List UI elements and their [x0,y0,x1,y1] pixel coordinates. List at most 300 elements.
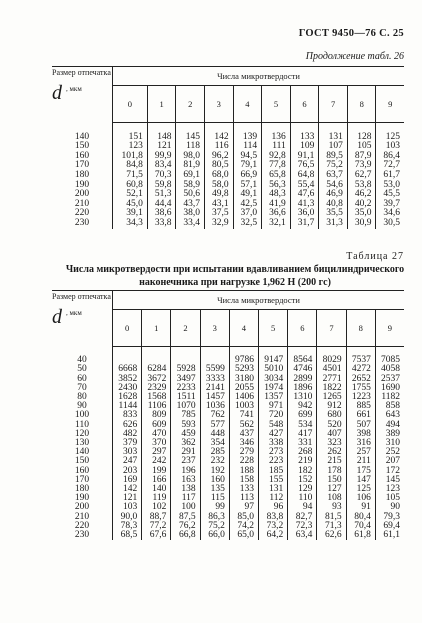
table-cell: 91 [346,503,375,512]
table-cell: 36,0 [290,209,319,219]
table-cell: 237 [171,457,200,466]
table-row [52,393,404,402]
table-cell: 331 [288,439,317,448]
table-cell: 83,4 [147,161,176,171]
table-cell: 42,5 [233,200,262,210]
spacer-cell [200,347,229,357]
diameter-symbol: d [52,82,62,104]
table-row [52,531,404,540]
row-label: 110 [52,421,113,430]
spacer-cell [113,347,142,357]
table-cell: 1628 [113,393,142,402]
table-cell: 310 [385,438,400,449]
table-cell: 54,6 [319,181,348,191]
table-cell: 1036 [200,402,229,411]
table-cell: 145 [176,133,205,143]
table-cell: 34,6 [383,208,400,219]
table-cell: 110 [288,494,317,503]
table-cell: 354 [200,439,229,448]
table-cell: 66,8 [171,531,200,540]
table-cell: 140 [142,485,171,494]
table-27-caption: Числа микротвердости при испытании вдавливанием бицилиндрического наконечника при нагрузке 1,962 Н (200 гс) [65,264,405,288]
table-cell: 61,1 [383,530,400,541]
column-header: 0 [113,310,142,347]
table-cell: 407 [317,430,346,439]
spacer-cell [142,347,171,357]
table-cell: 151 [113,133,148,143]
table-cell: 809 [142,411,171,420]
table-cell: 148 [147,133,176,143]
table-cell: 57,1 [233,181,262,191]
table-cell: 215 [317,457,346,466]
table-cell: 297 [142,448,171,457]
table-cell: 96,2 [205,152,234,162]
table-cell: 71,3 [317,522,346,531]
table-cell: 64,8 [290,171,319,181]
table-cell: 196 [171,467,200,476]
table-cell: 203 [113,467,142,476]
table-cell: 160 [200,476,229,485]
table-cell: 94 [288,503,317,512]
table-cell: 427 [259,430,288,439]
table-cell: 113 [229,494,258,503]
table-cell: 43,1 [205,200,234,210]
table-cell: 76,5 [290,161,319,171]
table-cell: 4746 [288,365,317,374]
table-cell: 125 [385,131,400,142]
table-cell: 79,1 [233,161,262,171]
microhardness-table-26 [52,66,404,229]
table-cell: 35,0 [347,209,376,219]
table-cell: 1406 [229,393,258,402]
row-label: 200 [52,503,113,512]
table-cell: 69,1 [176,171,205,181]
table-cell: 85,0 [229,513,258,522]
table-cell: 67,6 [142,531,171,540]
table-cell: 398 [346,430,375,439]
table-cell: 219 [288,457,317,466]
table-cell: 2430 [113,384,142,393]
table-cell: 2899 [288,375,317,384]
table-cell: 136 [262,133,291,143]
table-cell: 33,8 [147,219,176,229]
row-label: 90 [52,402,113,411]
table-cell: 459 [171,430,200,439]
table-cell: 4501 [317,365,346,374]
table-cell: 8029 [317,356,346,365]
table-cell: 482 [113,430,142,439]
table-cell: 2537 [381,373,400,384]
table-row [52,494,404,503]
table-cell: 72,7 [383,160,400,171]
microhardness-table-27 [52,290,404,540]
size-unit: , мкм [66,85,82,93]
column-header: 4 [233,86,262,123]
column-header: 6 [288,310,317,347]
row-label: 150 [52,457,113,466]
table-cell: 121 [147,142,176,152]
table-cell: 79,3 [383,511,400,522]
table-cell: 720 [259,411,288,420]
table-cell: 101,8 [113,152,148,162]
table-cell: 192 [200,467,229,476]
table-cell: 70,3 [147,171,176,181]
row-label: 180 [52,485,113,494]
table-cell: 68,0 [205,171,234,181]
table-row [52,402,404,411]
table-cell: 92,8 [262,152,291,162]
row-label: 170 [52,161,113,171]
table-cell: 346 [229,439,258,448]
table-body [52,347,404,541]
table-cell: 147 [346,476,375,485]
table-cell: 30,9 [347,219,376,229]
row-label: 190 [52,494,113,503]
table-cell: 61,7 [383,169,400,180]
table-cell: 228 [229,457,258,466]
table-cell: 285 [200,448,229,457]
table-cell: 49,1 [233,190,262,200]
table-cell: 102 [142,503,171,512]
table-cell: 3333 [200,375,229,384]
table-cell: 142 [205,133,234,143]
table-cell: 242 [142,457,171,466]
row-label: 210 [52,200,113,210]
table-cell: 5293 [229,365,258,374]
table-cell: 99 [200,503,229,512]
table-cell: 80,4 [346,513,375,522]
table-cell: 48,3 [262,190,291,200]
table-cell: 108 [317,494,346,503]
table-cell: 72,3 [288,522,317,531]
row-label: 200 [52,190,113,200]
row-label: 150 [52,142,113,152]
table-cell: 66,0 [200,531,229,540]
table-cell: 158 [229,476,258,485]
table-cell: 139 [233,133,262,143]
table-cell: 105 [347,142,376,152]
row-label: 220 [52,522,113,531]
table-cell: 103 [113,503,142,512]
table-cell: 131 [259,485,288,494]
table-cell: 94,5 [233,152,262,162]
table-cell: 785 [171,411,200,420]
table-cell: 32,5 [233,219,262,229]
table-cell: 3672 [142,375,171,384]
table-cell: 86,4 [383,150,400,161]
table-cell: 107 [319,142,348,152]
table-cell: 448 [200,430,229,439]
column-header: 2 [171,310,200,347]
table-cell: 127 [317,485,346,494]
table-cell: 128 [347,133,376,143]
table-cell: 699 [288,411,317,420]
table-cell: 1182 [381,392,400,402]
table-row [52,457,404,466]
table-cell: 680 [317,411,346,420]
table-cell: 49,8 [205,190,234,200]
column-header: 6 [290,86,319,123]
table-body [52,123,404,229]
table-cell: 34,3 [113,219,148,229]
table-cell: 232 [200,457,229,466]
table-cell: 8564 [288,356,317,365]
table-cell: 63,7 [319,171,348,181]
table-cell: 163 [171,476,200,485]
table-cell: 262 [317,448,346,457]
table-cell: 5928 [171,365,200,374]
table-cell: 115 [200,494,229,503]
table-cell: 7085 [381,355,400,366]
table-cell: 43,7 [176,200,205,210]
row-label: 140 [52,448,113,457]
table-cell: 125 [346,485,375,494]
table-cell: 626 [113,421,142,430]
row-label: 160 [52,467,113,476]
table-cell: 1457 [200,393,229,402]
table-cell: 69,4 [383,520,400,531]
table-cell: 3034 [259,375,288,384]
table-cell: 55,4 [290,181,319,191]
table-cell: 370 [142,439,171,448]
table-cell: 62,7 [347,171,376,181]
row-label: 50 [52,365,113,374]
column-header: 7 [317,310,346,347]
table-cell: 223 [259,457,288,466]
row-label: 160 [52,152,113,162]
table-cell: 833 [113,411,142,420]
table-cell: 45,0 [113,200,148,210]
column-header: 7 [319,86,348,123]
table-cell: 912 [317,402,346,411]
table-cell: 247 [113,457,142,466]
table-cell: 4058 [381,364,400,375]
table-cell: 279 [229,448,258,457]
table-cell: 37,0 [233,209,262,219]
table-cell: 46,9 [319,190,348,200]
table-cell: 88,7 [142,513,171,522]
table-cell: 1974 [259,384,288,393]
table-cell: 38,6 [147,209,176,219]
table-cell: 131 [319,133,348,143]
table-cell: 150 [317,476,346,485]
table-cell: 35,5 [319,209,348,219]
table-cell: 56,3 [262,181,291,191]
table-cell: 470 [142,430,171,439]
table-cell: 96 [259,503,288,512]
table-cell: 188 [229,467,258,476]
table-cell: 71,5 [113,171,148,181]
table-cell: 273 [259,448,288,457]
table-cell: 53,8 [347,181,376,191]
table-cell: 103 [385,141,400,152]
table-cell: 291 [171,448,200,457]
table-cell: 32,1 [262,219,291,229]
table-cell: 548 [259,421,288,430]
table-cell: 32,9 [205,219,234,229]
table-cell: 2329 [142,384,171,393]
table-cell: 762 [200,411,229,420]
table-cell: 51,3 [147,190,176,200]
table-cell: 129 [288,485,317,494]
table-cell: 182 [288,467,317,476]
table-cell: 116 [205,142,234,152]
table-cell: 41,3 [290,200,319,210]
column-header: 9 [375,310,404,347]
row-label: 100 [52,411,113,420]
table-cell: 78,3 [113,522,142,531]
table-cell: 133 [229,485,258,494]
column-header: 2 [176,86,205,123]
table-cell: 31,7 [290,219,319,229]
table-cell: 142 [113,485,142,494]
table-cell: 82,7 [288,513,317,522]
column-header: 0 [113,86,148,123]
row-label: 220 [52,209,113,219]
table-continuation-label: Продолжение табл. 26 [305,51,404,62]
table-cell: 661 [346,411,375,420]
table-cell: 303 [113,448,142,457]
table-cell: 885 [346,402,375,411]
table-cell: 87,9 [347,152,376,162]
table-cell: 81,9 [176,161,205,171]
table-cell: 145 [385,474,400,485]
table-cell: 1511 [171,393,200,402]
table-row [52,503,404,512]
size-header-label: Размер отпечатка [52,292,111,301]
table-cell: 520 [317,421,346,430]
row-label: 120 [52,430,113,439]
table-cell: 111 [262,142,291,152]
table-cell: 169 [113,476,142,485]
table-cell: 86,3 [200,513,229,522]
table-cell: 70,4 [346,522,375,531]
table-row [52,421,404,430]
size-header-label: Размер отпечатка [52,68,111,77]
table-cell: 252 [385,447,400,458]
table-row [52,439,404,448]
table-cell: 534 [288,421,317,430]
row-label: 230 [52,531,113,540]
table-cell: 858 [385,401,400,412]
table-cell: 123 [113,142,148,152]
table-cell: 2233 [171,384,200,393]
table-cell: 338 [259,439,288,448]
row-label: 230 [52,219,113,229]
table-cell: 1070 [171,402,200,411]
table-cell: 121 [113,494,142,503]
table-cell: 118 [176,142,205,152]
table-cell: 379 [113,439,142,448]
table-cell: 30,5 [383,217,400,228]
diameter-symbol: d [52,306,62,328]
table-cell: 58,9 [176,181,205,191]
table-cell: 155 [259,476,288,485]
row-label: 130 [52,439,113,448]
table-cell: 437 [229,430,258,439]
table-cell: 63,4 [288,531,317,540]
table-cell: 40,2 [347,200,376,210]
column-header: 1 [147,86,176,123]
table-cell: 60,8 [113,181,148,191]
table-cell: 942 [288,402,317,411]
group-header: Числа микротвердости [113,67,405,86]
table-cell: 61,8 [346,531,375,540]
table-cell: 40,8 [319,200,348,210]
table-cell: 5599 [200,365,229,374]
table-cell: 98,0 [176,152,205,162]
row-label: 190 [52,181,113,191]
size-unit: , мкм [66,309,82,317]
table-cell: 1755 [346,384,375,393]
table-cell: 81,5 [317,513,346,522]
table-cell: 2652 [346,375,375,384]
table-cell: 53,0 [383,179,400,190]
table-cell: 494 [385,419,400,430]
row-label: 70 [52,384,113,393]
table-cell: 135 [200,485,229,494]
table-cell: 1690 [381,382,400,393]
table-cell: 3852 [113,375,142,384]
table-cell: 1896 [288,384,317,393]
table-row [52,513,404,522]
table-cell: 1144 [113,402,142,411]
spacer-cell [171,347,200,357]
table-cell: 74,2 [229,522,258,531]
table-cell: 76,2 [171,522,200,531]
table-cell: 65,0 [229,531,258,540]
table-row [52,411,404,420]
table-cell: 114 [233,142,262,152]
table-cell: 41,9 [262,200,291,210]
table-cell: 138 [171,485,200,494]
row-label: 60 [52,375,113,384]
table-cell: 100 [171,503,200,512]
table-cell: 609 [142,421,171,430]
table-cell: 152 [288,476,317,485]
table-cell: 1003 [229,402,258,411]
table-cell: 577 [200,421,229,430]
table-cell: 2771 [317,375,346,384]
table-cell: 741 [229,411,258,420]
table-cell: 112 [259,494,288,503]
table-cell: 52,1 [113,190,148,200]
table-cell: 257 [346,448,375,457]
table-cell: 507 [346,421,375,430]
table-cell: 207 [385,456,400,467]
table-cell: 643 [385,410,400,421]
table-cell: 133 [290,133,319,143]
table-cell: 323 [317,439,346,448]
row-label: 170 [52,476,113,485]
table-cell: 2141 [200,384,229,393]
table-cell: 1223 [346,393,375,402]
table-cell: 73,9 [347,161,376,171]
column-header: 5 [262,86,291,123]
row-label: 40 [52,356,113,365]
table-row [52,476,404,485]
table-cell: 9786 [229,356,258,365]
table-cell: 75,2 [200,522,229,531]
table-cell: 185 [259,467,288,476]
table-cell: 123 [385,484,400,495]
column-header: 8 [347,86,376,123]
table-cell: 172 [385,465,400,476]
table-cell: 77,8 [262,161,291,171]
table-cell: 73,2 [259,522,288,531]
table-cell: 1822 [317,384,346,393]
group-header: Числа микротвердости [113,291,405,310]
